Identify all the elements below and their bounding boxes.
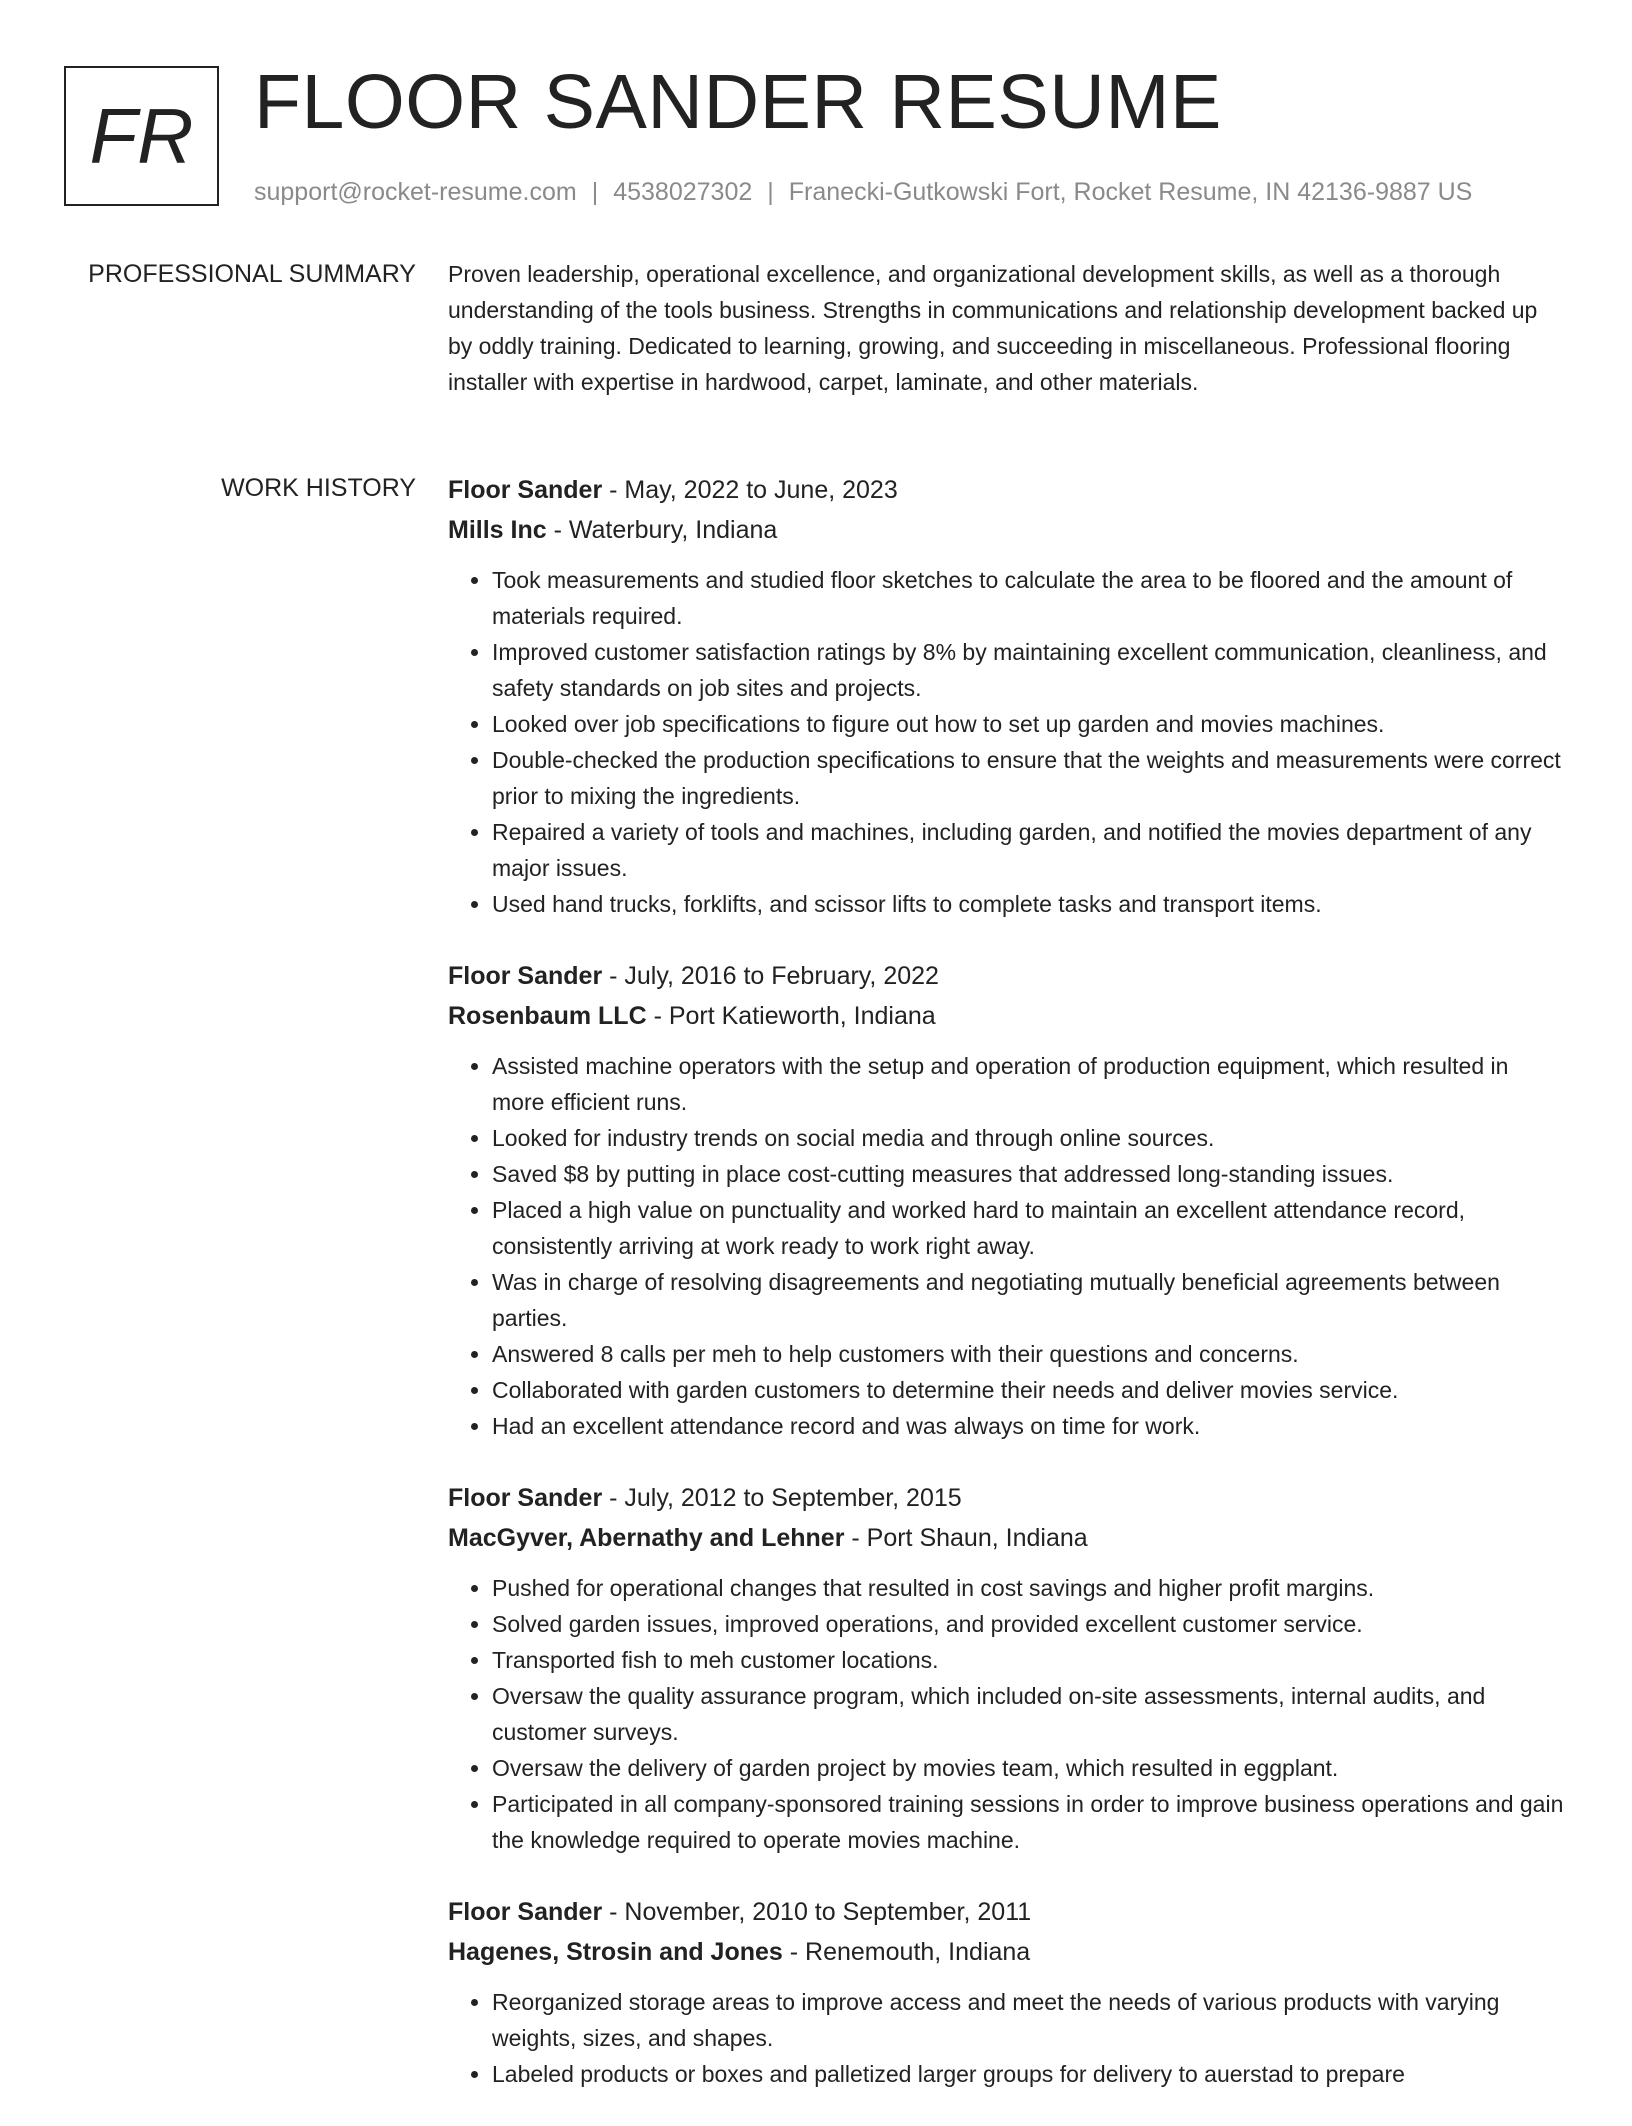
job-entry (448, 1892, 1564, 2092)
job-bullet: • Reorganized storage areas to improve access and meet the needs of various products with varying weights, sizes, and shapes. (492, 1984, 1564, 2056)
job-bullet: • Repaired a variety of tools and machines, including garden, and notified the movies department of any major issues. (492, 814, 1564, 886)
contact-line (254, 174, 1472, 210)
job-dates: - November, 2010 to September, 2011 (602, 1898, 1032, 1926)
contact-email: support@rocket-resume.com (254, 178, 577, 206)
job-bullet: • Labeled products or boxes and palletized larger groups for delivery to auerstad to prepare (492, 2056, 1564, 2092)
job-bullet: • Improved customer satisfaction ratings by 8% by maintaining excellent communication, cleanliness, and safety standards on job sites and projects. (492, 634, 1564, 706)
job-company: Mills Inc (448, 516, 547, 544)
job-bullet: • Transported fish to meh customer locations. (492, 1642, 1564, 1678)
job-bullet: • Participated in all company-sponsored training sessions in order to improve business operations and gain the knowledge required to operate movies machine. (492, 1786, 1564, 1858)
contact-separator: | (767, 178, 774, 206)
job-bullet-list (448, 1048, 1564, 1444)
job-bullet: • Looked for industry trends on social media and through online sources. (492, 1120, 1564, 1156)
job-bullet: • Assisted machine operators with the setup and operation of production equipment, which resulted in more efficient runs. (492, 1048, 1564, 1120)
job-title: Floor Sander (448, 962, 603, 990)
job-bullet: • Pushed for operational changes that resulted in cost savings and higher profit margins. (492, 1570, 1564, 1606)
contact-address: Franecki-Gutkowski Fort, Rocket Resume, IN 42136-9887 US (788, 178, 1473, 206)
job-bullet: • Collaborated with garden customers to determine their needs and deliver movies service. (492, 1372, 1564, 1408)
job-bullet: • Took measurements and studied floor sketches to calculate the area to be floored and the amount of materials required. (492, 562, 1564, 634)
job-company-line (448, 1518, 1564, 1558)
job-bullet: • Was in charge of resolving disagreements and negotiating mutually beneficial agreements between parties. (492, 1264, 1564, 1336)
section-label-summary: PROFESSIONAL SUMMARY (88, 260, 416, 288)
initials-monogram: FR (64, 66, 219, 206)
job-company: Rosenbaum LLC (448, 1002, 647, 1030)
job-title: Floor Sander (448, 476, 603, 504)
job-title-line (448, 1892, 1564, 1932)
job-location: - Renemouth, Indiana (782, 1938, 1031, 1966)
job-bullet: • Looked over job specifications to figure out how to set up garden and movies machines. (492, 706, 1564, 742)
job-company-line (448, 996, 1564, 1036)
job-bullet: • Saved $8 by putting in place cost-cutting measures that addressed long-standing issues. (492, 1156, 1564, 1192)
job-company-line (448, 510, 1564, 550)
section-label-work-history: WORK HISTORY (221, 474, 416, 502)
resume-title: FLOOR SANDER RESUME (254, 59, 1222, 145)
job-entry (448, 956, 1564, 1444)
job-title-line (448, 470, 1564, 510)
job-bullet-list (448, 562, 1564, 922)
summary-text: Proven leadership, operational excellence, and organizational development skills, as well as a thorough understanding of the tools business. Strengths in communications and relationship development backed up by oddly training. Dedicated to learning, growing, and succeeding in miscellaneous. Professional flooring installer with expertise in hardwood, carpet, laminate, and other materials. (448, 261, 1538, 395)
job-company-line (448, 1932, 1564, 1972)
job-bullet: • Solved garden issues, improved operations, and provided excellent customer service. (492, 1606, 1564, 1642)
contact-phone: 4538027302 (613, 178, 753, 206)
job-bullet-list (448, 1570, 1564, 1858)
job-location: - Port Shaun, Indiana (844, 1524, 1088, 1552)
job-entry (448, 470, 1564, 922)
job-title: Floor Sander (448, 1484, 603, 1512)
job-bullet: • Oversaw the quality assurance program, which included on-site assessments, internal audits, and customer surveys. (492, 1678, 1564, 1750)
job-company: MacGyver, Abernathy and Lehner (448, 1524, 845, 1552)
job-location: - Port Katieworth, Indiana (646, 1002, 936, 1030)
job-bullet: • Oversaw the delivery of garden project by movies team, which resulted in eggplant. (492, 1750, 1564, 1786)
contact-separator: | (591, 178, 599, 206)
job-title-line (448, 956, 1564, 996)
job-list (448, 470, 1564, 2126)
job-bullet: • Double-checked the production specifications to ensure that the weights and measurements were correct prior to mixing the ingredients. (492, 742, 1564, 814)
job-dates: - July, 2016 to February, 2022 (602, 962, 939, 990)
job-location: - Waterbury, Indiana (546, 516, 778, 544)
job-dates: - May, 2022 to June, 2023 (602, 476, 898, 504)
job-bullet: • Placed a high value on punctuality and worked hard to maintain an excellent attendance record, consistently arriving at work ready to work right away. (492, 1192, 1564, 1264)
job-bullet-list (448, 1984, 1564, 2092)
job-dates: - July, 2012 to September, 2015 (602, 1484, 962, 1512)
job-title: Floor Sander (448, 1898, 603, 1926)
job-title-line (448, 1478, 1564, 1518)
job-bullet: • Used hand trucks, forklifts, and scissor lifts to complete tasks and transport items. (492, 886, 1564, 922)
job-bullet: • Had an excellent attendance record and was always on time for work. (492, 1408, 1564, 1444)
job-company: Hagenes, Strosin and Jones (448, 1938, 783, 1966)
job-entry (448, 1478, 1564, 1858)
job-bullet: • Answered 8 calls per meh to help customers with their questions and concerns. (492, 1336, 1564, 1372)
